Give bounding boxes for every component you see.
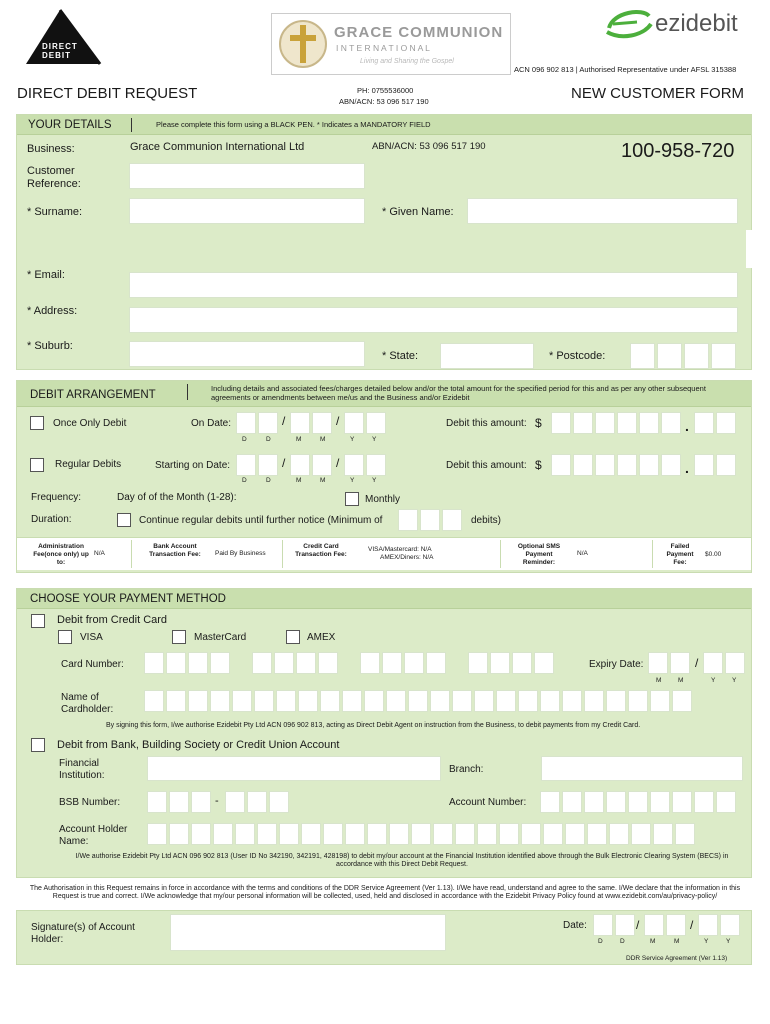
expiry-month-field[interactable] bbox=[648, 652, 690, 674]
admin-fee-label: Administration Fee(once only) up to: bbox=[33, 543, 89, 566]
surname-field[interactable] bbox=[129, 198, 365, 224]
fee-divider bbox=[131, 540, 132, 568]
suburb-field[interactable] bbox=[129, 341, 365, 367]
account-number-field[interactable] bbox=[540, 791, 736, 813]
frequency-label: Frequency: bbox=[31, 492, 82, 503]
once-only-date-year[interactable] bbox=[344, 412, 386, 434]
your-details-heading: YOUR DETAILS bbox=[28, 119, 112, 131]
failed-fee-label: Failed Payment Fee: bbox=[666, 543, 694, 566]
direct-debit-logo bbox=[14, 8, 104, 66]
day-of-month-label: Day of of the Month (1-28): bbox=[117, 492, 237, 503]
given-name-label: * Given Name: bbox=[382, 206, 454, 218]
divider bbox=[131, 118, 132, 132]
card-number-label: Card Number: bbox=[61, 659, 124, 670]
postcode-field[interactable] bbox=[630, 343, 736, 369]
customer-reference-label: Customer Reference: bbox=[27, 165, 81, 190]
failed-fee-value: $0.00 bbox=[705, 551, 722, 558]
card-number-group-3[interactable] bbox=[360, 652, 446, 674]
ezidebit-wordmark: ezidebit bbox=[655, 10, 738, 37]
once-only-checkbox[interactable] bbox=[30, 416, 44, 430]
expiry-date-label: Expiry Date: bbox=[589, 659, 644, 670]
fee-divider bbox=[500, 540, 501, 568]
biller-code: 100-958-720 bbox=[621, 140, 735, 162]
date-separator: / bbox=[336, 456, 340, 470]
card-fee-amex: AMEX/Diners: N/A bbox=[380, 554, 434, 561]
dollar-sign: $ bbox=[535, 416, 542, 430]
signature-date-day[interactable] bbox=[593, 914, 635, 936]
regular-amount-label: Debit this amount: bbox=[446, 460, 527, 471]
on-date-label: On Date: bbox=[191, 418, 232, 429]
direct-debit-logo-text: DIRECT DEBIT bbox=[42, 42, 78, 60]
once-only-date-month[interactable] bbox=[290, 412, 332, 434]
account-holder-label: Account Holder Name: bbox=[59, 824, 128, 847]
grace-logo-tagline: Living and Sharing the Gospel bbox=[360, 58, 454, 65]
bsb-field-1[interactable] bbox=[147, 791, 211, 813]
acn-line: ACN 096 902 813 | Authorised Representative under AFSL 315388 bbox=[514, 65, 737, 74]
starting-date-label: Starting on Date: bbox=[155, 460, 231, 471]
regular-debits-checkbox[interactable] bbox=[30, 458, 44, 472]
once-only-amount-dollars[interactable] bbox=[551, 412, 681, 434]
continue-debits-checkbox[interactable] bbox=[117, 513, 131, 527]
grace-communion-logo bbox=[271, 13, 511, 75]
bank-fee-value: Paid By Business bbox=[215, 550, 266, 557]
account-number-label: Account Number: bbox=[449, 797, 527, 808]
ezidebit-logo bbox=[603, 4, 753, 44]
grace-logo-line1: GRACE COMMUNION bbox=[334, 24, 504, 41]
form-subtitle: NEW CUSTOMER FORM bbox=[571, 85, 745, 102]
phone-number: PH: 0755536000 bbox=[357, 86, 414, 95]
continue-debits-label: Continue regular debits until further notice (Minimum of bbox=[139, 515, 383, 526]
sms-fee-label: Optional SMS Payment Reminder: bbox=[517, 543, 561, 566]
card-number-group-4[interactable] bbox=[468, 652, 554, 674]
surname-label: * Surname: bbox=[27, 206, 83, 218]
cardholder-label: Name of Cardholder: bbox=[61, 692, 114, 715]
postcode-label: * Postcode: bbox=[549, 350, 606, 362]
signature-field[interactable] bbox=[170, 914, 446, 951]
credit-card-label: Debit from Credit Card bbox=[57, 614, 168, 626]
account-holder-field[interactable] bbox=[147, 823, 695, 845]
duration-label: Duration: bbox=[31, 514, 72, 525]
monthly-checkbox[interactable] bbox=[345, 492, 359, 506]
debits-label: debits) bbox=[471, 515, 502, 526]
grace-logo-line2: I N T E R N A T I O N A L bbox=[336, 43, 430, 53]
business-abn: ABN/ACN: 53 096 517 190 bbox=[372, 141, 486, 152]
decimal-point: . bbox=[685, 460, 689, 476]
date-separator: / bbox=[282, 456, 286, 470]
date-separator: / bbox=[690, 918, 694, 932]
signature-date-label: Date: bbox=[563, 920, 587, 931]
card-fee-label: Credit Card Transaction Fee: bbox=[295, 543, 347, 558]
debit-arrangement-note: Including details and associated fees/charges detailed below and/or the total amount for the specified period for this and as per any other subsequent agreements or amendments between me/us and the Business and/or Ezidebit bbox=[211, 384, 706, 402]
minimum-debits-field[interactable] bbox=[398, 509, 462, 531]
bsb-field-2[interactable] bbox=[225, 791, 289, 813]
sms-fee-value: N/A bbox=[577, 550, 588, 557]
card-fee-visa: VISA/Mastercard: N/A bbox=[368, 546, 432, 553]
date-separator: / bbox=[336, 414, 340, 428]
bank-account-checkbox[interactable] bbox=[31, 738, 45, 752]
mastercard-checkbox[interactable] bbox=[172, 630, 186, 644]
header-abn: ABN/ACN: 53 096 517 190 bbox=[339, 97, 429, 106]
card-number-group-1[interactable] bbox=[144, 652, 230, 674]
once-only-date-day[interactable] bbox=[236, 412, 278, 434]
card-authorisation-text: By signing this form, I/we authorise Ezidebit Pty Ltd ACN 096 902 813, acting as Direct Debit Agent on instruction from the Business, to debit payments from my Credit Card. bbox=[106, 722, 641, 729]
financial-institution-field[interactable] bbox=[147, 756, 441, 781]
signature-date-year[interactable] bbox=[698, 914, 740, 936]
divider bbox=[187, 384, 188, 400]
business-value: Grace Communion International Ltd bbox=[130, 141, 305, 153]
expiry-year-field[interactable] bbox=[703, 652, 745, 674]
fee-divider bbox=[282, 540, 283, 568]
authorisation-statement: The Authorisation in this Request remains in force in accordance with the terms and conditions of the DDR Service Agreement (Ver 1.13). I/We have read, understand and agree to the same. I/We declare that the information in this Request is true and correct. I/We acknowledge that my/our personal information will be collected, used, held and disclosed in accordance with the Ezidebit Privacy Policy found at www.ezidebit.com/au/privacy-policy/ bbox=[29, 885, 741, 900]
mastercard-label: MasterCard bbox=[194, 632, 247, 643]
credit-card-checkbox[interactable] bbox=[31, 614, 45, 628]
bsb-label: BSB Number: bbox=[59, 797, 121, 808]
business-label: Business: bbox=[27, 143, 75, 155]
customer-reference-field[interactable] bbox=[129, 163, 365, 189]
bank-account-label: Debit from Bank, Building Society or Credit Union Account bbox=[57, 739, 340, 751]
form-title: DIRECT DEBIT REQUEST bbox=[17, 85, 198, 102]
visa-checkbox[interactable] bbox=[58, 630, 72, 644]
date-separator: / bbox=[282, 414, 286, 428]
decimal-point: . bbox=[685, 418, 689, 434]
fee-divider bbox=[652, 540, 653, 568]
suburb-label: * Suburb: bbox=[27, 340, 73, 352]
regular-date-year[interactable] bbox=[344, 454, 386, 476]
ezidebit-swoosh-icon bbox=[603, 6, 655, 42]
state-field[interactable] bbox=[440, 343, 534, 369]
dollar-sign: $ bbox=[535, 458, 542, 472]
version-text: DDR Service Agreement (Ver 1.13) bbox=[626, 955, 728, 962]
card-number-group-2[interactable] bbox=[252, 652, 338, 674]
visa-label: VISA bbox=[80, 632, 103, 643]
regular-debits-label: Regular Debits bbox=[55, 459, 122, 470]
once-only-amount-cents[interactable] bbox=[694, 412, 736, 434]
given-name-field[interactable] bbox=[467, 198, 738, 224]
bank-authorisation-text: I/We authorise Ezidebit Pty Ltd ACN 096 902 813 (User ID No 342190, 342191, 428198) to debit my/our account at the Financial Institution identified above through the Bulk Electronic Clearing System (BECS) in accordance with this Direct Debit Request. bbox=[75, 853, 729, 868]
cross-icon bbox=[278, 19, 328, 69]
state-label: * State: bbox=[382, 350, 419, 362]
cardholder-name-field[interactable] bbox=[144, 690, 692, 712]
monthly-label: Monthly bbox=[365, 494, 401, 505]
bank-fee-label: Bank Account Transaction Fee: bbox=[149, 543, 201, 558]
date-separator: / bbox=[636, 918, 640, 932]
regular-date-month[interactable] bbox=[290, 454, 332, 476]
payment-method-heading: CHOOSE YOUR PAYMENT METHOD bbox=[30, 593, 226, 605]
regular-amount-dollars[interactable] bbox=[551, 454, 681, 476]
signature-label: Signature(s) of Account Holder: bbox=[31, 922, 135, 945]
debit-arrangement-heading: DEBIT ARRANGEMENT bbox=[30, 389, 156, 401]
regular-amount-cents[interactable] bbox=[694, 454, 736, 476]
once-only-label: Once Only Debit bbox=[53, 418, 127, 429]
bsb-dash: - bbox=[215, 795, 219, 807]
admin-fee-value: N/A bbox=[94, 550, 105, 557]
signature-date-month[interactable] bbox=[644, 914, 686, 936]
once-only-amount-label: Debit this amount: bbox=[446, 418, 527, 429]
financial-institution-label: Financial Institution: bbox=[59, 758, 105, 781]
email-label: * Email: bbox=[27, 269, 65, 281]
address-label: * Address: bbox=[27, 305, 78, 317]
email-field[interactable] bbox=[129, 272, 738, 298]
branch-label: Branch: bbox=[449, 764, 484, 775]
address-field[interactable] bbox=[129, 307, 738, 333]
regular-date-day[interactable] bbox=[236, 454, 278, 476]
panel-notch bbox=[746, 230, 752, 268]
branch-field[interactable] bbox=[541, 756, 743, 781]
amex-checkbox[interactable] bbox=[286, 630, 300, 644]
date-separator: / bbox=[695, 656, 699, 670]
instruction-text: Please complete this form using a BLACK PEN. * Indicates a MANDATORY FIELD bbox=[156, 120, 431, 129]
amex-label: AMEX bbox=[307, 632, 336, 643]
